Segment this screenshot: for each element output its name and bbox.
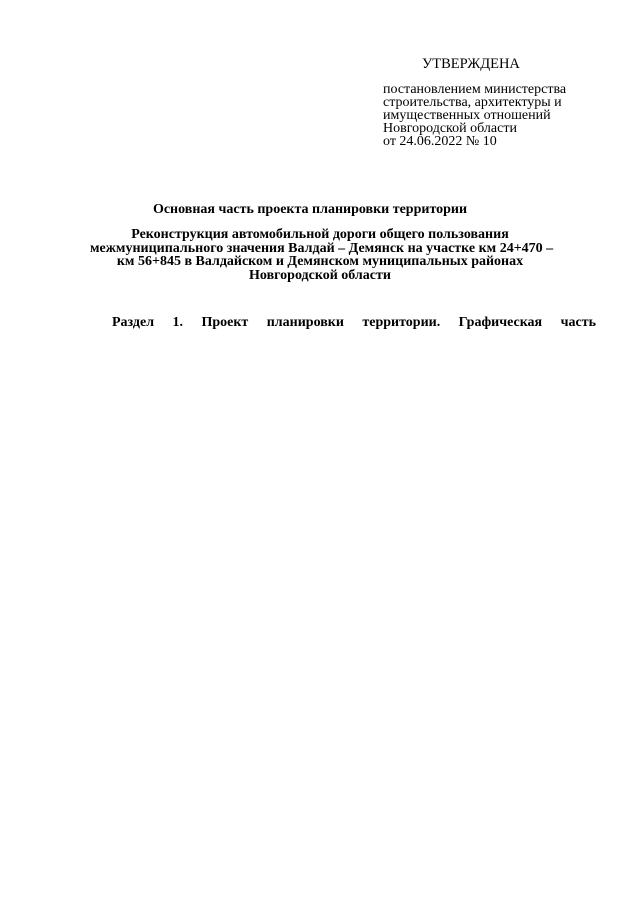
approval-line: строительства, архитектуры и [383, 95, 562, 110]
section-word: 1. [172, 315, 184, 330]
subtitle-line: Реконструкция автомобильной дороги общего пользования [131, 227, 509, 242]
document-subtitle [90, 227, 554, 283]
section-word: Раздел [112, 315, 155, 330]
approval-block [383, 83, 603, 148]
section-word: часть [560, 315, 596, 330]
approval-line: постановлением министерства [383, 82, 567, 97]
subtitle-line: межмуниципального значения Валдай – Демянск на участке км 24+470 – [90, 240, 554, 256]
document-title: Основная часть проекта планировки территории [152, 202, 468, 217]
approval-date-line: от 24.06.2022 № 10 [383, 134, 497, 149]
section-word: Проект [201, 315, 249, 330]
section-heading [112, 315, 596, 331]
section-word: Графическая [458, 315, 543, 330]
subtitle-line: км 56+845 в Валдайском и Демянском муниципальных районах [116, 254, 524, 269]
approval-line: Новгородской области [383, 121, 517, 136]
subtitle-line: Новгородской области [249, 267, 391, 283]
section-word: планировки [266, 315, 344, 330]
approval-heading: УТВЕРЖДЕНА [422, 56, 520, 72]
section-word: территории. [362, 315, 441, 330]
approval-line: имущественных отношений [383, 108, 551, 123]
